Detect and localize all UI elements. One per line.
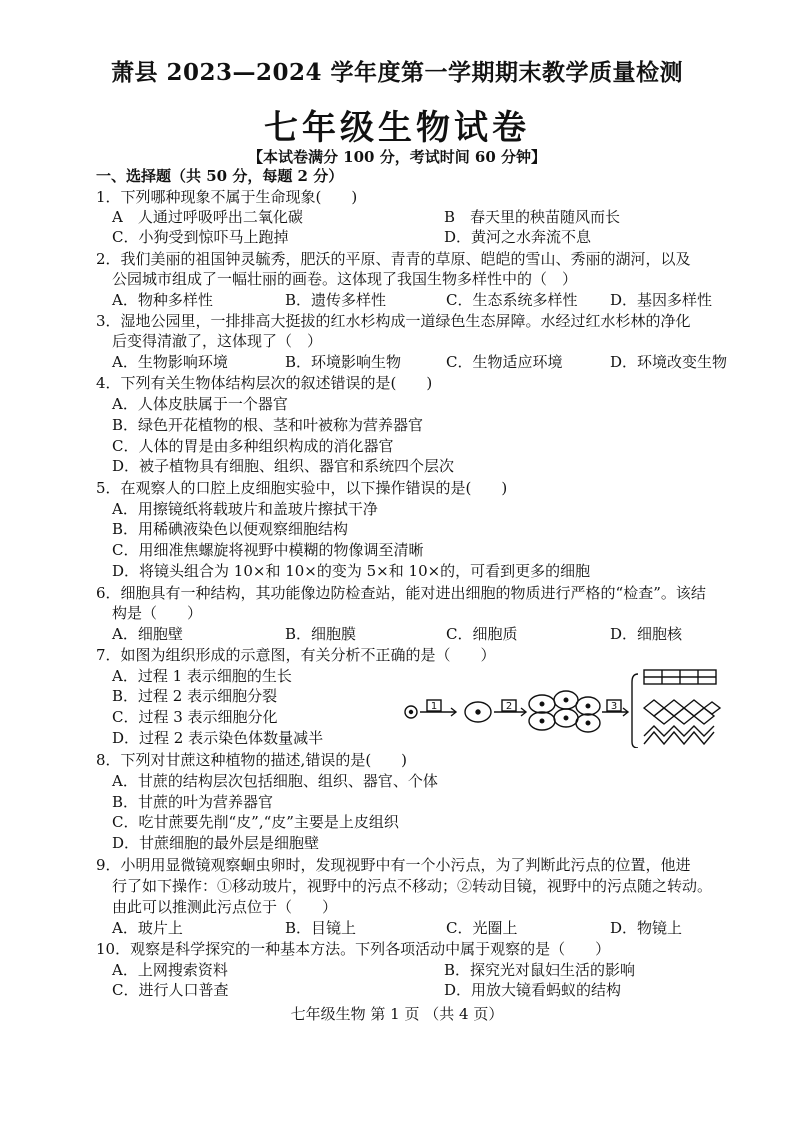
q2-option-d: D．基因多样性 — [610, 291, 713, 309]
q9-option-a: A．玻片上 — [112, 919, 183, 937]
question-4-stem: 4．下列有关生物体结构层次的叙述错误的是( ) — [96, 374, 433, 392]
q8-option-a: A．甘蔗的结构层次包括细胞、组织、器官、个体 — [112, 772, 438, 790]
q1-option-d: D．黄河之水奔流不息 — [444, 228, 592, 246]
q1-option-c: C．小狗受到惊吓马上跑掉 — [112, 228, 289, 246]
q4-option-a: A．人体皮肤属于一个器官 — [112, 395, 288, 413]
q8-option-c: C．吃甘蔗要先削“皮”,“皮”主要是上皮组织 — [112, 813, 399, 831]
question-9-stem-cont2: 由此可以推测此污点位于（ ） — [112, 898, 338, 916]
q1-option-a: A 人通过呼吸呼出二氧化碳 — [112, 208, 303, 226]
q10-option-c: C．进行人口普查 — [112, 981, 229, 999]
exam-subtitle: 七年级生物试卷 — [264, 108, 530, 148]
q6-option-c: C．细胞质 — [446, 625, 518, 643]
q7-option-c: C．过程 3 表示细胞分化 — [112, 708, 278, 726]
q6-option-d: D．细胞核 — [610, 625, 683, 643]
q3-option-b: B．环境影响生物 — [285, 353, 402, 371]
q2-option-b: B．遗传多样性 — [285, 291, 387, 309]
q7-option-b: B．过程 2 表示细胞分裂 — [112, 687, 278, 705]
figure-label-2: 2 — [505, 701, 513, 712]
question-6-stem-cont: 构是（ ） — [112, 604, 203, 622]
figure-label-3: 3 — [610, 701, 618, 712]
q6-option-b: B．细胞膜 — [285, 625, 357, 643]
question-7-stem: 7．如图为组织形成的示意图，有关分析不正确的是（ ） — [96, 646, 496, 664]
figure-label-1: 1 — [430, 701, 438, 712]
q10-option-d: D．用放大镜看蚂蚁的结构 — [444, 981, 622, 999]
question-3-stem: 3．湿地公园里，一排排高大挺拔的红水杉构成一道绿色生态屏障。水经过红水杉林的净化 — [96, 312, 691, 330]
question-3-stem-cont: 后变得清澈了，这体现了（ ） — [112, 332, 323, 350]
page-footer: 七年级生物 第 1 页 （共 4 页） — [290, 1005, 504, 1023]
question-9-stem: 9．小明用显微镜观察蛔虫卵时，发现视野中有一个小污点，为了判断此污点的位置，他进 — [96, 856, 691, 874]
q4-option-c: C．人体的胃是由多种组织构成的消化器官 — [112, 437, 394, 455]
q9-option-b: B．目镜上 — [285, 919, 357, 937]
section-heading: 一、选择题（共 50 分，每题 2 分） — [96, 167, 344, 185]
q4-option-d: D．被子植物具有细胞、组织、器官和系统四个层次 — [112, 457, 455, 475]
q3-option-d: D．环境改变生物 — [610, 353, 728, 371]
q5-option-b: B．用稀碘液染色以便观察细胞结构 — [112, 520, 349, 538]
q7-option-d: D．过程 2 表示染色体数量减半 — [112, 729, 324, 747]
q10-option-b: B．探究光对鼠妇生活的影响 — [444, 961, 636, 979]
q8-option-d: D．甘蔗细胞的最外层是细胞壁 — [112, 834, 320, 852]
tissue-formation-diagram — [396, 664, 726, 748]
question-5-stem: 5．在观察人的口腔上皮细胞实验中，以下操作错误的是( ) — [96, 479, 508, 497]
q2-option-c: C．生态系统多样性 — [446, 291, 578, 309]
q2-option-a: A．物种多样性 — [112, 291, 213, 309]
q8-option-b: B．甘蔗的叶为营养器官 — [112, 793, 274, 811]
q4-option-b: B．绿色开花植物的根、茎和叶被称为营养器官 — [112, 416, 424, 434]
question-10-stem: 10．观察是科学探究的一种基本方法。下列各项活动中属于观察的是（ ） — [96, 940, 611, 958]
exam-title: 萧县 2023—2024 学年度第一学期期末教学质量检测 — [110, 59, 684, 86]
q1-option-b: B 春天里的秧苗随风而长 — [444, 208, 621, 226]
question-8-stem: 8．下列对甘蔗这种植物的描述,错误的是( ) — [96, 751, 408, 769]
q10-option-a: A．上网搜索资料 — [112, 961, 228, 979]
question-2-stem-cont: 公园城市组成了一幅壮丽的画卷。这体现了我国生物多样性中的（ ） — [112, 270, 578, 288]
q9-option-c: C．光圈上 — [446, 919, 518, 937]
q9-option-d: D．物镜上 — [610, 919, 683, 937]
question-1-stem: 1．下列哪种现象不属于生命现象( ) — [96, 188, 358, 206]
q3-option-c: C．生物适应环境 — [446, 353, 563, 371]
q6-option-a: A．细胞壁 — [112, 625, 183, 643]
q3-option-a: A．生物影响环境 — [112, 353, 228, 371]
q5-option-a: A．用擦镜纸将载玻片和盖玻片擦拭干净 — [112, 500, 378, 518]
q5-option-d: D．将镜头组合为 10×和 10×的变为 5×和 10×的，可看到更多的细胞 — [112, 562, 591, 580]
exam-note: 【本试卷满分 100 分，考试时间 60 分钟】 — [247, 148, 547, 166]
question-2-stem: 2．我们美丽的祖国钟灵毓秀，肥沃的平原、青青的草原、皑皑的雪山、秀丽的湖河，以及 — [96, 250, 691, 268]
question-9-stem-cont: 行了如下操作：①移动玻片，视野中的污点不移动；②转动目镜，视野中的污点随之转动。 — [112, 877, 713, 895]
question-6-stem: 6．细胞具有一种结构，其功能像边防检查站，能对进出细胞的物质进行严格的“检查”。该结 — [96, 584, 706, 602]
q7-option-a: A．过程 1 表示细胞的生长 — [112, 667, 292, 685]
q5-option-c: C．用细准焦螺旋将视野中模糊的物像调至清晰 — [112, 541, 424, 559]
